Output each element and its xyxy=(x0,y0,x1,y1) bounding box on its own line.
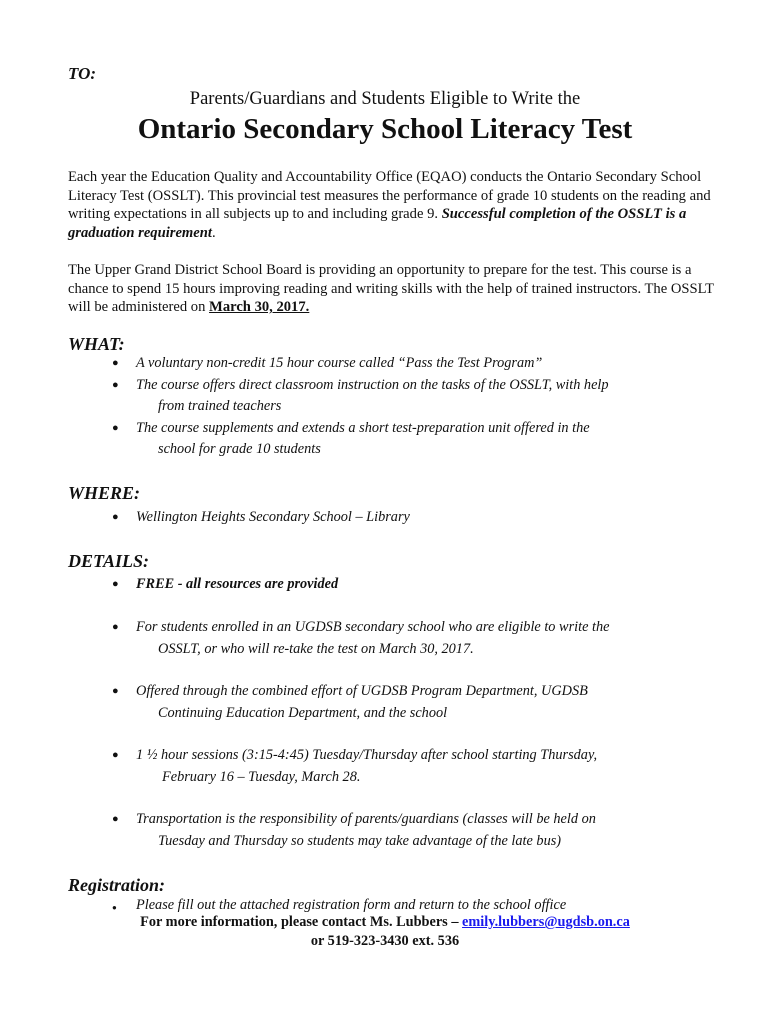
details-list xyxy=(112,574,609,852)
item-text: The course supplements and extends a short test-preparation unit offered in the xyxy=(136,419,590,436)
item-text-cont: Tuesday and Thursday so students may take advantage of the late bus) xyxy=(158,832,562,849)
to-label: TO: xyxy=(68,64,97,83)
list-item xyxy=(112,617,609,681)
item-text: The course offers direct classroom instruction on the tasks of the OSSLT, with help xyxy=(136,376,609,393)
bullet-icon: ● xyxy=(112,621,119,633)
what-heading: WHAT: xyxy=(68,334,125,354)
where-heading: WHERE: xyxy=(68,483,141,503)
test-date: March 30, 2017. xyxy=(209,299,310,315)
list-item xyxy=(112,745,609,809)
item-text: Please fill out the attached registration form and return to the school office xyxy=(136,897,567,913)
intro-paragraph xyxy=(68,168,718,242)
item-text: Wellington Heights Secondary School – Library xyxy=(136,509,410,525)
intro-emphasis: Successful completion of the OSSLT is a graduation requirement xyxy=(68,206,687,241)
bullet-icon: ● xyxy=(112,903,117,912)
item-text-cont: from trained teachers xyxy=(158,398,282,414)
course-paragraph xyxy=(68,261,718,317)
item-text: Offered through the combined effort of UGDSB Program Department, UGDSB xyxy=(136,683,588,699)
intro-text: Each year the Education Quality and Accountability Office (EQAO) conducts the Ontario Secondary School Literacy Test (OSSLT). This provincial test measures the performance of grade 10 students on the reading and writing expectations in all subjects up to and including grade 9. xyxy=(68,169,711,222)
list-item xyxy=(112,681,609,745)
list-item xyxy=(112,809,609,852)
item-text: For students enrolled in an UGDSB secondary school who are eligible to write the xyxy=(136,619,610,635)
item-text: FREE - all resources are provided xyxy=(136,576,339,592)
list-item xyxy=(112,353,609,375)
bullet-icon: ● xyxy=(112,421,119,434)
item-text: Transportation is the responsibility of parents/guardians (classes will be held on xyxy=(136,811,596,827)
intro-end: . xyxy=(211,224,216,241)
list-item xyxy=(112,574,609,617)
list-item xyxy=(112,507,410,529)
bullet-icon: ● xyxy=(112,378,119,391)
bullet-icon: ● xyxy=(112,749,119,761)
bullet-icon: ● xyxy=(112,357,119,369)
phone-line: or 519-323-3430 ext. 536 xyxy=(310,933,460,949)
item-text-cont: February 16 – Tuesday, March 28. xyxy=(162,768,361,785)
list-item xyxy=(112,375,609,418)
contact-text: For more information, please contact Ms. Lubbers – xyxy=(140,914,463,930)
item-text-cont: school for grade 10 students xyxy=(158,441,321,457)
email-link[interactable]: emily.lubbers@ugdsb.on.ca xyxy=(462,914,630,930)
bullet-icon: ● xyxy=(112,511,119,523)
what-list xyxy=(112,353,609,461)
subtitle: Parents/Guardians and Students Eligible to Write the xyxy=(189,89,581,109)
item-text-cont: OSSLT, or who will re-take the test on March 30, 2017. xyxy=(158,640,474,657)
details-heading: DETAILS: xyxy=(68,551,150,571)
bullet-icon: ● xyxy=(112,578,119,590)
registration-heading: Registration: xyxy=(68,875,166,895)
page-title: Ontario Secondary School Literacy Test xyxy=(137,113,633,145)
list-item xyxy=(112,418,609,461)
contact-line xyxy=(0,914,770,931)
where-list xyxy=(112,507,410,529)
course-text: The Upper Grand District School Board is providing an opportunity to prepare for the test. This course is a chance to spend 15 hours improving reading and writing skills with the help of trained instructors. The OSSLT will be administered on xyxy=(68,262,714,315)
item-text: 1 ½ hour sessions (3:15-4:45) Tuesday/Thursday after school starting Thursday, xyxy=(136,747,598,763)
bullet-icon: ● xyxy=(112,813,119,825)
bullet-icon: ● xyxy=(112,685,119,697)
item-text: A voluntary non-credit 15 hour course called “Pass the Test Program” xyxy=(136,355,543,371)
item-text-cont: Continuing Education Department, and the school xyxy=(158,704,448,721)
